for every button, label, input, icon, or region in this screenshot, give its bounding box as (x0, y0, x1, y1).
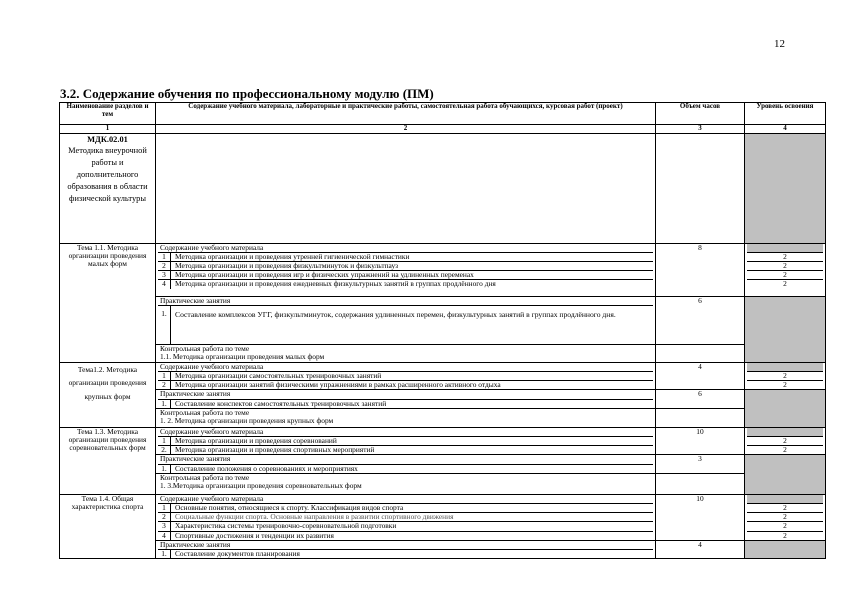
level-value: 2 (783, 380, 787, 390)
list-item: 1 Основные понятия, относящиеся к спорту. Классификация видов спорта (158, 504, 653, 513)
level-value: 2 (747, 437, 823, 446)
level-value: 2 (747, 372, 823, 381)
mdk-name: Методика внеурочной работы и дополнительного образования в области физической культуры (67, 146, 148, 203)
list-item: 2 Социальные функции спорта. Основные направления в развитии спортивного движения (158, 513, 653, 522)
hours-cell: 6 (656, 296, 745, 344)
list-item: 1 Методика организации и проведения утренней гигиенической гимнастики (158, 253, 653, 262)
page-number: 12 (774, 38, 785, 50)
topic-4-row: Тема 1.4. Общая характеристика спорта Содержание учебного материала 1 Основные понятия, относящиеся к спорту. Классификация видов спорта 2 Социальные функции спорта. Основные направления в развитии спортивного движения 3 Характеристика системы тренировочно-соревновательной подготовки 4 Спортивные достижения и тенденции их развития 10 2 2 2 2 (60, 494, 826, 540)
level-value: 2 (783, 530, 787, 540)
level-value: 2 (747, 522, 823, 531)
curriculum-table: Наименование разделов и тем Содержание учебного материала, лабораторные и практические работы, самостоятельная работа обучающихся, курсовая работ (проект) Объем часов Уровень освоения 1 2 3 4 МДК.02.01 Методика внеурочной работы и дополнительного образования в области физической культуры Тема 1.1. Методика организации проведения малых форм Содержание учебного материала 1 Методика организации и проведения утренней гигиенической гимнастики 2 Методика организации и проведения физкультминуток и физкультпауз 3 Методика организации и проведения игр и физических упражнений на удлиненных переменах 4 Методика организации и проведения ежедневных физкультурных занятий в группах продлённого дня 8 2 2 2 2 Практические занятия 1. Составление комплексов УГГ, физкультминуток, содержания удлиненных перемен, физкультурных занятий в группах продлённого дня. 6 Контрольная работа по теме 1.1. Методика организации проведения малых форм Тема1.2. Методика организации проведения крупных форм Содержание учебного материала 1 Методика организации самостоятельных тренировочных занятий 2 Методика организации занятий физическими упражнениями в рамках расширенного активного отдыха 4 2 2 Практические занятия 1. Составление конспектов самостоятельных тренировочных занятий 6 Контрольная работа по теме 1. 2. Методика организации проведения крупных форм Тема 1.3. Методика организации проведения соревновательных форм Содержание учебного материала 1 Методика организации и проведения соревнований 2. Методика организации и проведения спортивных мероприятий 10 2 2 Практические занятия 1. Составление положения о соревнованиях и мероприятиях 3 Контрольная работа по теме 1. 3.Методика организации проведения соревновательных форм Тема 1.4. Общая характеристика спорта Содержание учебного материала 1 Основные понятия, относящиеся к спорту. Классификация видов спорта 2 Социальные функции спорта. Основные направления в развитии спортивного движения 3 Характеристика системы тренировочно-соревновательной подготовки 4 Спортивные достижения и тенденции их развития 10 2 2 2 2 Практические занятия 1. Составление документов планирования 4 (59, 102, 826, 559)
level-value: 2 (747, 504, 823, 513)
topic-2-row: Тема1.2. Методика организации проведения крупных форм Содержание учебного материала 1 Методика организации самостоятельных тренировочных занятий 2 Методика организации занятий физическими упражнениями в рамках расширенного активного отдыха 4 2 2 (60, 362, 826, 390)
list-item: 3 Методика организации и проведения игр и физических упражнений на удлиненных переменах (158, 271, 653, 280)
topic-1-row (60, 243, 826, 296)
mdk-row (60, 133, 826, 243)
list-item: 1 Методика организации и проведения соревнований (158, 437, 653, 446)
control-work: Контрольная работа по теме 1.1. Методика организации проведения малых форм (160, 344, 325, 361)
level-value: 2 (747, 513, 823, 522)
col-number-4: 4 (745, 125, 826, 134)
col-number-3: 3 (656, 125, 745, 134)
section-title: 3.2. Содержание обучения по профессиональному модулю (ПМ) (60, 86, 434, 101)
mdk-code: МДК.02.01 (87, 134, 128, 144)
level-value: 2 (783, 279, 787, 289)
mdk-cell (60, 133, 156, 243)
control-work: Контрольная работа по теме 1. 3.Методика организации проведения соревновательных форм (160, 473, 362, 491)
header-hours: Объем часов (656, 103, 745, 125)
list-item: 2. Методика организации и проведения спортивных мероприятий (158, 446, 653, 454)
list-item: 4 Спортивные достижения и тенденции их развития (158, 532, 653, 540)
level-value: 2 (783, 445, 787, 455)
topic-3-name: Тема 1.3. Методика организации проведения соревновательных форм (60, 427, 156, 494)
list-item: 1 Методика организации самостоятельных тренировочных занятий (158, 372, 653, 381)
list-item: 1. Составление документов планирования (158, 550, 653, 558)
topic-4-name: Тема 1.4. Общая характеристика спорта (60, 494, 156, 558)
list-item: 4 Методика организации и проведения ежедневных физкультурных занятий в группах продлённого дня (158, 280, 653, 288)
list-item: 3 Характеристика системы тренировочно-соревновательной подготовки (158, 522, 653, 531)
topic-3-row: Тема 1.3. Методика организации проведения соревновательных форм Содержание учебного материала 1 Методика организации и проведения соревнований 2. Методика организации и проведения спортивных мероприятий 10 2 2 (60, 427, 826, 455)
header-topics: Наименование разделов и тем (60, 103, 156, 125)
header-level: Уровень освоения (745, 103, 826, 125)
topic-2-name: Тема1.2. Методика организации проведения крупных форм (60, 362, 156, 427)
practice-label: Практические занятия (158, 297, 653, 306)
list-item: 2 Методика организации и проведения физкультминуток и физкультпауз (158, 262, 653, 271)
header-content: Содержание учебного материала, лабораторные и практические работы, самостоятельная работа обучающихся, курсовая работ (проект) (156, 103, 656, 125)
hours-cell: 8 (656, 243, 745, 296)
content-label: Содержание учебного материала (158, 244, 653, 253)
list-item: 1. Составление комплексов УГГ, физкультминуток, содержания удлиненных перемен, физкультурных занятий в группах продлённого дня. (158, 306, 653, 344)
list-item: 1. Составление конспектов самостоятельных тренировочных занятий (158, 400, 653, 408)
level-value: 2 (747, 271, 823, 280)
topic-1-name: Тема 1.1. Методика организации проведения малых форм (60, 243, 156, 362)
list-item: 1. Составление положения о соревнованиях и мероприятиях (158, 465, 653, 473)
level-shade (745, 133, 826, 243)
level-value: 2 (747, 253, 823, 262)
level-value: 2 (747, 262, 823, 271)
list-item: 2 Методика организации занятий физическими упражнениями в рамках расширенного активного отдыха (158, 381, 653, 389)
control-work: Контрольная работа по теме 1. 2. Методика организации проведения крупных форм (160, 408, 334, 426)
col-number-2: 2 (156, 125, 656, 134)
col-number-1: 1 (60, 125, 156, 134)
